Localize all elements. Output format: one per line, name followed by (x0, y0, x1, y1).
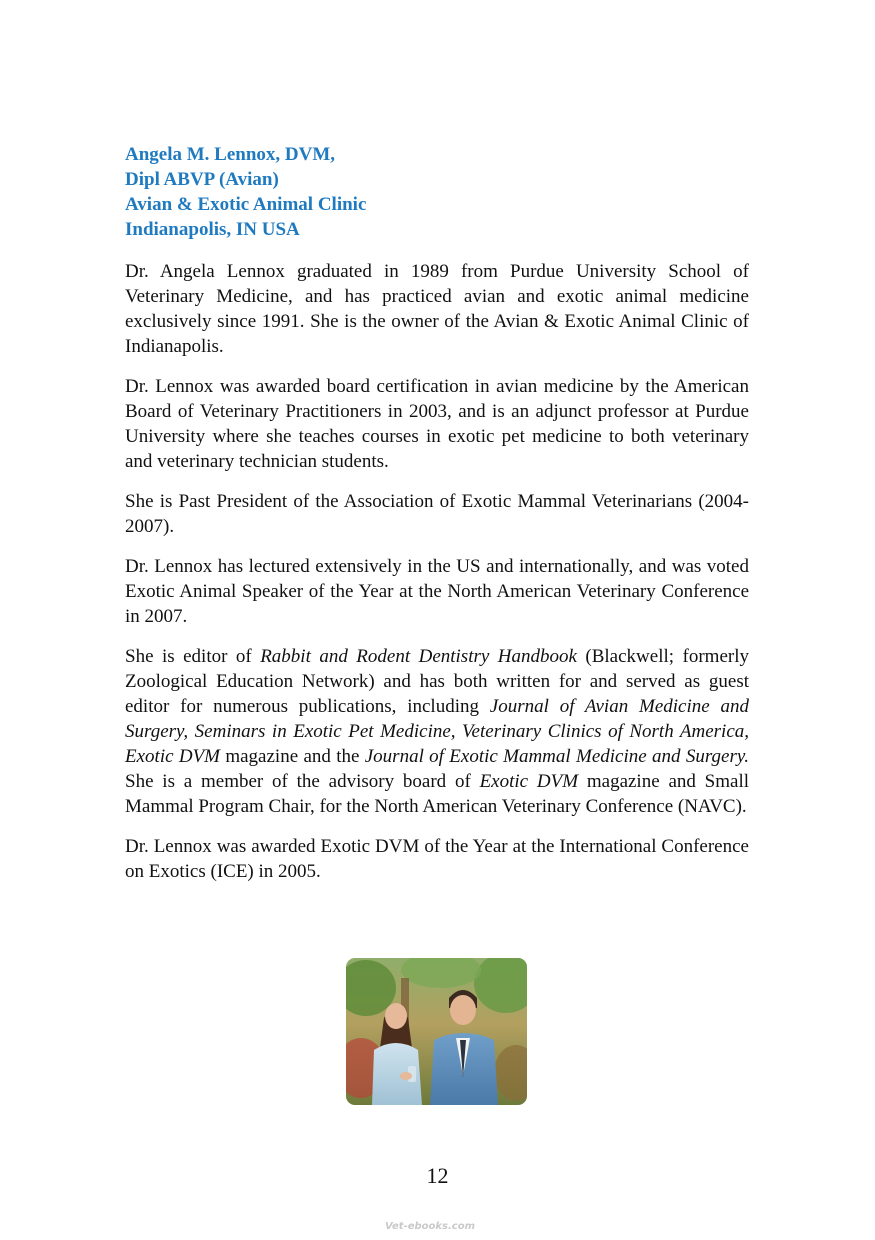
bio-paragraph-2: Dr. Lennox was awarded board certification in avian medicine by the American Board of Veterinary Practitioners in 2003, and is an adjunct professor at Purdue University where she teaches courses in exotic pet medicine to both veterinary and veterinary technician students. (125, 376, 749, 472)
book-title: Rabbit and Rodent Dentistry Handbook (260, 646, 577, 667)
watermark-text: Vet-ebooks.com (384, 1221, 475, 1232)
text-run: magazine and Small Mammal Program Chair, for the North American Veterinary Conference (NAVC). (125, 771, 750, 817)
bio-paragraph-6: Dr. Lennox was awarded Exotic DVM of the Year at the International Conference on Exotics (ICE) in 2005. (125, 836, 749, 882)
photo-illustration (346, 958, 527, 1105)
bio-paragraph-3: She is Past President of the Association of Exotic Mammal Veterinarians (2004-2007). (125, 491, 749, 537)
bio-paragraph-1: Dr. Angela Lennox graduated in 1989 from Purdue University School of Veterinary Medicine, and has practiced avian and exotic animal medicine exclusively since 1991. She is the owner of the Avian & Exotic Animal Clinic of Indianapolis. (125, 261, 749, 357)
page-content (125, 142, 749, 899)
author-name: Angela M. Lennox, DVM, (125, 144, 336, 165)
watermark-logo (0, 1217, 875, 1238)
bio-paragraph-5 (125, 644, 749, 819)
text-run: (Blackwell; formerly Zoological Education Network) and has both written for and served as guest editor for numerous publications, including (125, 646, 749, 717)
text-run: She is editor of (125, 646, 261, 667)
journal-title: Journal of Exotic Mammal Medicine and Surgery. (364, 746, 749, 767)
author-credential: Dipl ABVP (Avian) (125, 169, 279, 190)
vet-ebooks-logo-icon (383, 1217, 493, 1233)
page-number: 12 (426, 1163, 449, 1188)
text-run: She is a member of the advisory board of (125, 771, 480, 792)
text-run: magazine and the (220, 746, 365, 767)
author-location: Indianapolis, IN USA (125, 219, 300, 240)
author-clinic: Avian & Exotic Animal Clinic (125, 194, 367, 215)
author-photo (346, 958, 527, 1105)
magazine-title: Exotic DVM (479, 771, 579, 792)
author-heading (125, 142, 749, 242)
bio-paragraph-4: Dr. Lennox has lectured extensively in the US and internationally, and was voted Exotic Animal Speaker of the Year at the North American Veterinary Conference in 2007. (125, 556, 749, 627)
publication-list: Journal of Avian Medicine and Surgery, Seminars in Exotic Pet Medicine, Veterinary Clinics of North America, Exotic DVM (125, 696, 749, 767)
